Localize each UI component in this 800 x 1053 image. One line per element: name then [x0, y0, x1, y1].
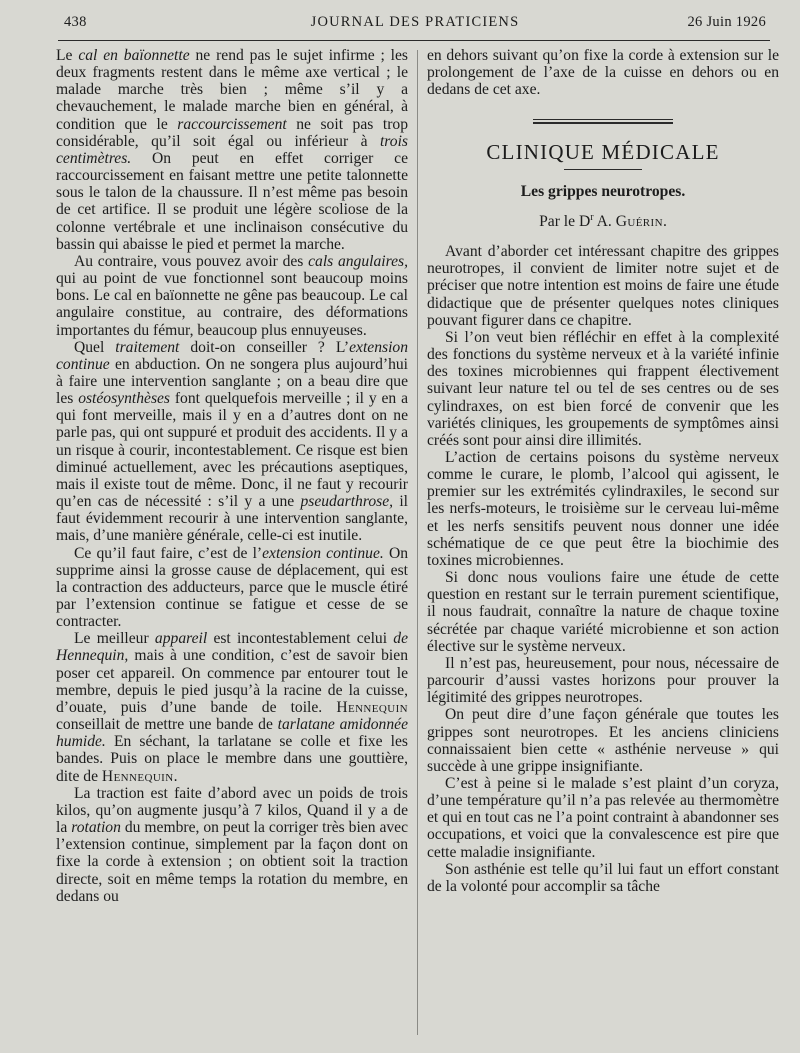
author-name: Guérin: [615, 212, 663, 230]
italic-term: tarlatane amidonnée humide.: [56, 716, 408, 751]
italic-term: extension continue: [56, 338, 408, 373]
running-head: [64, 14, 766, 38]
right-column: [427, 47, 779, 895]
paragraph: Son asthénie est telle qu’il lui faut un effort constant de la volonté pour accomplir sa tâche: [427, 860, 779, 895]
byline: [427, 209, 779, 230]
paragraph: Quel traitement doit-on conseiller ? L’extension continue en abduction. On ne songera plus aujourd’hui à faire une intervention sanglante ; on a beau dire que les ostéosynthèses font quelquefois merveille ; il y en a qui font merveille, mais il y en a d’autres dont on ne parle pas, qui ont suppuré et produit des accidents. Il y a un risque à courir, incontestablement. Ce risque est bien diminué actuellement, avec les précautions aseptiques, mais il existe tout de même. Donc, il ne faut y recourir qu’en cas de nécessité : s’il y a une pseudarthrose, il faut évidemment recourir à une intervention sanglante, mais, d’une manière générale, celle-ci est inutile.: [56, 338, 408, 545]
column-divider: [417, 50, 418, 1035]
name-small-caps: Hennequin.: [101, 767, 178, 785]
left-column: [56, 47, 408, 905]
byline-initial: A.: [593, 212, 616, 230]
paragraph: Il n’est pas, heureusement, pour nous, nécessaire de parcourir d’aussi vastes horizons pour prouver la légitimité des grippes neurotropes.: [427, 654, 779, 707]
italic-term: traitement: [115, 338, 180, 356]
italic-term: rotation: [71, 819, 121, 837]
paragraph: La traction est faite d’abord avec un poids de trois kilos, qu’on augmente jusqu’à 7 kilos, Quand il y a de la rotation du membre, on peut la corriger très bien avec l’extension continue, simplement par la façon dont on fixe la corde à extension ; on obtient soit la traction directe, soit en même temps la rotation du membre, en dedans ou: [56, 784, 409, 905]
header-rule: [58, 40, 770, 41]
italic-term: appareil: [154, 630, 208, 648]
page-number: 438: [64, 14, 87, 30]
issue-date: 26 Juin 1926: [687, 14, 766, 30]
paragraph: Le meilleur appareil est incontestablement celui de Hennequin, mais à une condition, c’est de savoir bien poser cet appareil. On commence par entourer tout le membre, depuis le pied jusqu’à la racine de la cuisse, d’ouate, puis d’une bande de toile. Hennequin conseillait de mettre une bande de tarlatane amidonnée humide. En séchant, la tarlatane se colle et fixe les bandes. Puis on place le membre dans une gouttière, dite de Hennequin.: [56, 630, 409, 785]
italic-term: de Hennequin,: [56, 630, 409, 665]
byline-suffix: .: [662, 212, 667, 230]
italic-term: trois centimètres.: [56, 132, 408, 167]
italic-term: cals angulaires,: [308, 252, 408, 270]
paragraph: Si l’on veut bien réfléchir en effet à la complexité des fonctions du système nerveux et à la variété infinie des toxines microbiennes qui frappent électivement suivant leur nature tel ou tel de ses centres ou de ses cylindraxes, on est bien forcé de convenir que les variétés cliniques, les groupements de symptômes ainsi créés sont pour ainsi dire illimités.: [427, 328, 779, 449]
name-small-caps: Hennequin: [336, 698, 408, 716]
paragraph: Le cal en baïonnette ne rend pas le sujet infirme ; les deux fragments restent dans le même axe vertical ; le malade marche très bien ; même s’il y a chevauchement, le malade marche bien en général, à condition que le raccourcissement ne soit pas trop considérable, qu’il soit égal ou inférieur à trois centimètres. On peut en effet corriger ce raccourcissement en faisant mettre une petite talonnette sous le talon de la chaussure. Il n’est même pas besoin de cet artifice. Il se produit une légère scoliose de la colonne vertébrale et une inclinaison consécutive du bassin qui abaisse le pied et permet la marche.: [56, 47, 408, 253]
paragraph: Avant d’aborder cet intéressant chapitre des grippes neurotropes, il convient de limiter notre sujet et de préciser que notre intention est moins de faire une étude didactique que de présenter quelques notes cliniques pouvant figurer dans ce chapitre.: [427, 243, 779, 329]
article-title: Les grippes neurotropes.: [520, 182, 686, 200]
paragraph: Au contraire, vous pouvez avoir des cals angulaires, qui au point de vue fonctionnel sont beaucoup moins bons. Le cal en baïonnette ne gêne pas beaucoup. Le cal angulaire constitue, au contraire, des déformations importantes du fémur, beaucoup plus ennuyeuses.: [56, 252, 408, 339]
paragraph: Si donc nous voulions faire une étude de cette question en restant sur le terrain purement scientifique, il nous faudrait, connaître la nature de chaque toxine sécrétée par chaque variété microbienne et son action élective sur le système nerveux.: [427, 569, 779, 655]
journal-title: JOURNAL DES PRATICIENS: [310, 14, 520, 30]
title-rule: [564, 169, 642, 170]
italic-term: extension continue.: [262, 544, 384, 562]
continued-paragraph: en dehors suivant qu’on fixe la corde à extension sur le prolongement de l’axe de la cuisse en dehors ou en dedans de cet axe.: [427, 47, 779, 99]
italic-term: pseudarthrose,: [300, 493, 394, 511]
paragraph: Ce qu’il faut faire, c’est de l’extension continue. On supprime ainsi la grosse cause de déplacement, qui est la contraction des adducteurs, parce que le muscle étiré par l’extension continue se fatigue et cesse de se contracter.: [56, 544, 408, 631]
byline-sup: r: [590, 211, 594, 223]
paragraph: L’action de certains poisons du système nerveux comme le curare, le plomb, l’alcool qui agissent, le premier sur les extrémités cylindraxiles, le second sur les nerfs-moteurs, le troisième sur le cerveau lui-même et les nerfs sensitifs peuvent nous donner une idée schématique de ce que peut être la biochimie des toxines microbiennes.: [427, 449, 779, 569]
italic-term: ostéosynthèses: [78, 390, 170, 408]
byline-prefix: Par le D: [539, 212, 591, 230]
italic-term: raccourcissement: [177, 115, 287, 133]
paragraph: On peut dire d’une façon générale que toutes les grippes sont neurotropes. Et les anciens cliniciens connaissaient bien cette « asthénie nerveuse » qui succède à une grippe insignifiante.: [427, 706, 779, 775]
italic-term: cal en baïonnette: [78, 47, 190, 64]
paragraph: C’est à peine si le malade s’est plaint d’un coryza, d’une température qu’il n’a pas relevée au thermomètre et qui en tout cas ne l’a point contraint à abandonner ses occupations, et voici que la convalescence est pire que cette maladie insignifiante.: [427, 774, 779, 861]
section-separator: [533, 119, 673, 124]
section-title: CLINIQUE MÉDICALE: [486, 140, 720, 165]
